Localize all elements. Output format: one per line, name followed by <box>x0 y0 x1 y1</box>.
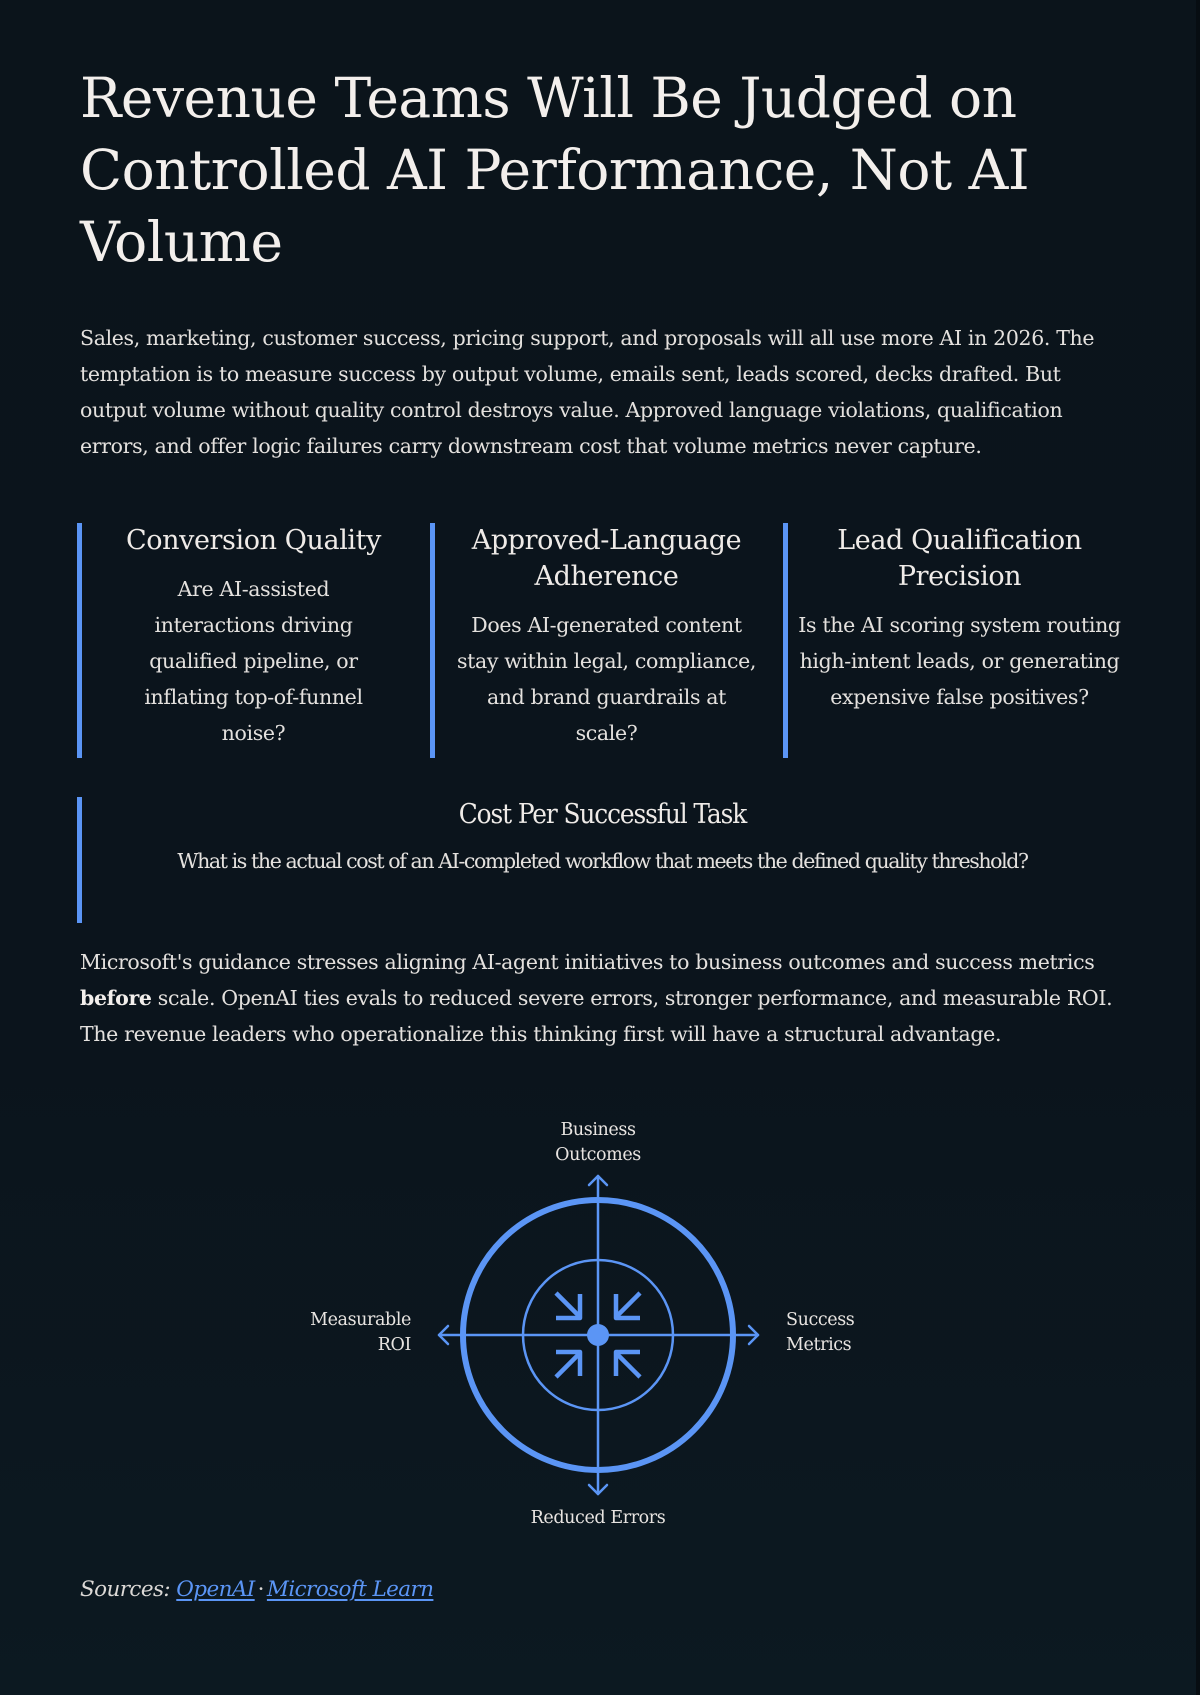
arrow-left-icon <box>439 1326 448 1344</box>
intro-paragraph: Sales, marketing, customer success, pricing support, and proposals will all use more AI in 2026. The temptation is to measure success by output volume, emails sent, leads scored, decks drafted. But output volume without quality control destroys value. Approved language violations, qualification errors, and offer logic failures carry downstream cost that volume metrics never capture. <box>80 326 1095 458</box>
source-link-openai[interactable]: OpenAI <box>176 1577 255 1602</box>
card-conversion-quality <box>77 523 417 758</box>
label-business-outcomes <box>498 1118 698 1168</box>
page-edge <box>1196 0 1200 1695</box>
card-cost-per-successful-task <box>77 797 1123 923</box>
source-link-microsoft-learn[interactable]: Microsoft Learn <box>266 1577 434 1602</box>
converge-arrows-icon <box>556 1293 640 1377</box>
arrow-right-icon <box>749 1326 758 1344</box>
arrow-down-icon <box>589 1485 607 1494</box>
label-text: Business Outcomes <box>555 1120 641 1165</box>
label-reduced-errors <box>478 1506 718 1531</box>
label-measurable-roi <box>211 1308 411 1358</box>
arrow-up-icon <box>589 1176 607 1185</box>
card-body: Does AI-generated content stay within legal, compliance, and brand guardrails at scale? <box>456 613 757 745</box>
sources-line <box>80 1575 433 1605</box>
card-title: Lead Qualification Precision <box>837 525 1082 592</box>
inner-ring <box>523 1260 673 1410</box>
card-body: Is the AI scoring system routing high-intent leads, or generating expensive false positives? <box>798 613 1121 709</box>
outro-emphasis: before <box>80 986 152 1010</box>
label-text: Reduced Errors <box>530 1508 666 1528</box>
card-approved-language-adherence <box>430 523 770 758</box>
outro-text-1: Microsoft's guidance stresses aligning AI-agent initiatives to business outcomes and success metrics <box>80 950 1095 974</box>
sources-separator: · <box>257 1577 264 1602</box>
card-title: Cost Per Successful Task <box>458 799 747 830</box>
page-title: Revenue Teams Will Be Judged on Controlled AI Performance, Not AI Volume <box>80 66 1030 274</box>
card-lead-qualification-precision <box>783 523 1123 758</box>
card-body: Are AI-assisted interactions driving qualified pipeline, or inflating top-of-funnel noise? <box>144 577 363 745</box>
card-body: What is the actual cost of an AI-completed workflow that meets the defined quality threshold? <box>177 849 1028 873</box>
center-dot <box>587 1324 609 1346</box>
outro-text-2: scale. OpenAI ties evals to reduced severe errors, stronger performance, and measurable ROI. The revenue leaders who operationalize this thinking first will have a structural advantage. <box>80 986 1113 1046</box>
label-text: Success Metrics <box>786 1310 855 1355</box>
card-title: Conversion Quality <box>126 525 381 556</box>
label-text: Measurable ROI <box>310 1310 411 1355</box>
outer-ring <box>463 1200 733 1470</box>
card-title: Approved-Language Adherence <box>471 525 742 592</box>
metric-cards <box>77 523 1123 758</box>
sources-label: Sources: <box>80 1577 171 1602</box>
label-success-metrics <box>786 1308 986 1358</box>
outro-paragraph <box>80 944 1120 1052</box>
